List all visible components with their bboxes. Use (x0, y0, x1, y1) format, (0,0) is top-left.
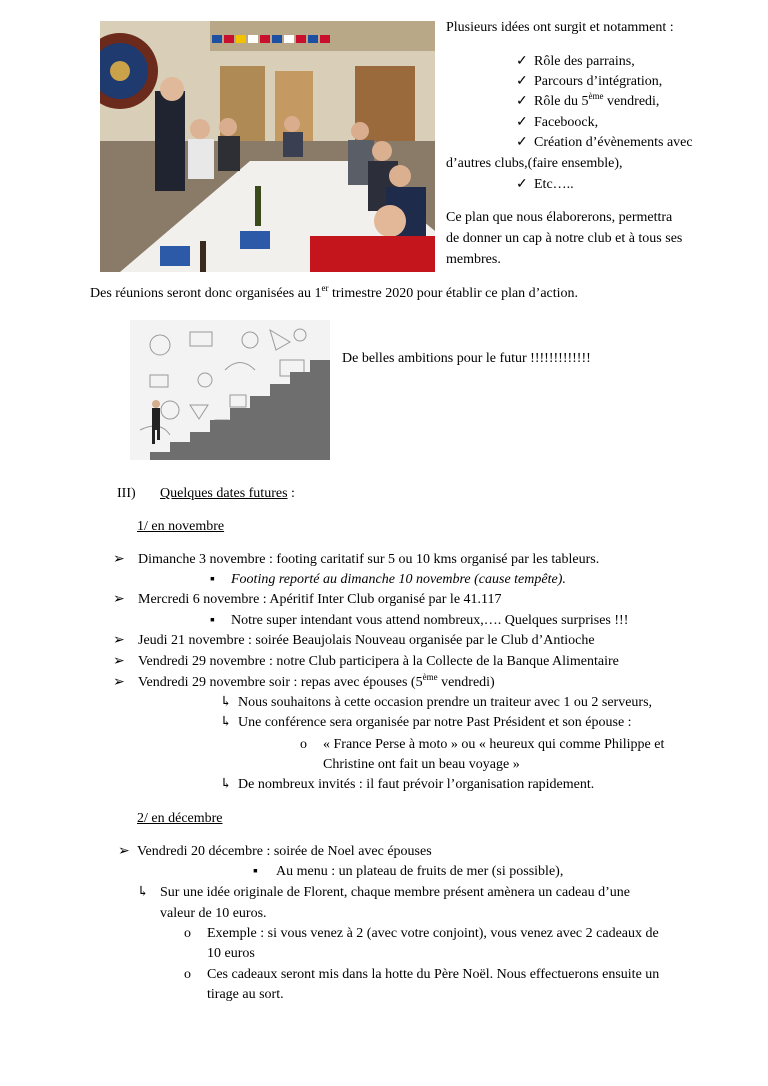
arrow-bullet-icon: ➢ (118, 844, 130, 859)
idea-item: ✓ Rôle du 5ème vendredi, (516, 91, 660, 109)
ideas-heading: Plusieurs idées ont surgit et notamment : (446, 20, 674, 35)
event-subitem: ↳ De nombreux invités : il faut prévoir l’organisation rapidement. (220, 777, 595, 792)
event-subsubitem-continued: tirage au sort. (207, 987, 284, 1002)
square-bullet-icon: ▪ (210, 613, 215, 628)
event-item: ➢ Vendredi 29 novembre : notre Club participera à la Collecte de la Banque Alimentaire (113, 654, 619, 669)
check-icon: ✓ (516, 54, 528, 69)
stairs-illustration (130, 320, 330, 460)
check-icon: ✓ (516, 177, 528, 192)
event-subsubitem-continued: 10 euros (207, 946, 255, 961)
event-subitem: ↳ Une conférence sera organisée par notre Past Président et son épouse : (220, 715, 632, 730)
event-subsubitem: o Exemple : si vous venez à 2 (avec votre conjoint), vous venez avec 2 cadeaux de (184, 926, 659, 941)
event-item: ➢ Jeudi 21 novembre : soirée Beaujolais Nouveau organisée par le Club d’Antioche (113, 633, 595, 648)
idea-item: ✓ Création d’évènements avec (516, 135, 693, 150)
plan-text-line: membres. (446, 252, 501, 267)
square-bullet-icon: ▪ (253, 864, 258, 879)
event-subitem: ▪ Notre super intendant vous attend nombreux,…. Quelques surprises !!! (210, 613, 629, 628)
event-item: ➢ Dimanche 3 novembre : footing caritatif sur 5 ou 10 kms organisé par les tableurs. (113, 552, 600, 567)
hook-arrow-icon: ↳ (220, 695, 232, 710)
event-subitem: ▪ Au menu : un plateau de fruits de mer (si possible), (253, 864, 564, 879)
event-subitem: ▪ Footing reporté au dimanche 10 novembre (cause tempête). (210, 572, 566, 587)
idea-item: ✓ Etc….. (516, 177, 574, 192)
event-item: ➢ Vendredi 29 novembre soir : repas avec épouses (5ème vendredi) (113, 672, 495, 690)
event-subitem: ↳ Sur une idée originale de Florent, chaque membre présent amènera un cadeau d’une (137, 885, 630, 900)
check-icon: ✓ (516, 94, 528, 109)
hook-arrow-icon: ↳ (137, 885, 149, 900)
december-heading: 2/ en décembre (137, 811, 223, 826)
check-icon: ✓ (516, 74, 528, 89)
section-number: III) (117, 486, 136, 501)
club-dinner-photo (100, 21, 435, 272)
circle-bullet-icon: o (184, 967, 191, 982)
hook-arrow-icon: ↳ (220, 777, 232, 792)
event-item: ➢ Vendredi 20 décembre : soirée de Noel avec épouses (118, 844, 432, 859)
circle-bullet-icon: o (300, 737, 307, 752)
square-bullet-icon: ▪ (210, 572, 215, 587)
event-subsubitem: o Ces cadeaux seront mis dans la hotte du Père Noël. Nous effectuerons ensuite un (184, 967, 660, 982)
idea-item: ✓ Faceboock, (516, 115, 599, 130)
section-title: Quelques dates futures : (160, 486, 295, 501)
idea-item: ✓ Parcours d’intégration, (516, 74, 663, 89)
meetings-paragraph: Des réunions seront donc organisées au 1er trimestre 2020 pour établir ce plan d’action. (90, 283, 579, 301)
ambition-stairs-image (130, 320, 330, 460)
arrow-bullet-icon: ➢ (113, 675, 125, 690)
event-subitem: ↳ Nous souhaitons à cette occasion prendre un traiteur avec 1 ou 2 serveurs, (220, 695, 653, 710)
check-icon: ✓ (516, 135, 528, 150)
club-dinner-illustration (100, 21, 435, 272)
idea-item-continued: d’autres clubs,(faire ensemble), (446, 156, 623, 171)
circle-bullet-icon: o (184, 926, 191, 941)
event-subitem-continued: valeur de 10 euros. (160, 906, 267, 921)
arrow-bullet-icon: ➢ (113, 633, 125, 648)
plan-text-line: de donner un cap à notre club et à tous ses (446, 231, 683, 246)
plan-text-line: Ce plan que nous élaborerons, permettra (446, 210, 673, 225)
arrow-bullet-icon: ➢ (113, 552, 125, 567)
ambitions-caption: De belles ambitions pour le futur !!!!!!!!!!!!! (342, 351, 591, 366)
idea-item: ✓ Rôle des parrains, (516, 54, 635, 69)
event-subsubitem: o « France Perse à moto » ou « heureux qui comme Philippe et (300, 737, 665, 752)
event-item: ➢ Mercredi 6 novembre : Apéritif Inter Club organisé par le 41.117 (113, 592, 502, 607)
arrow-bullet-icon: ➢ (113, 654, 125, 669)
hook-arrow-icon: ↳ (220, 715, 232, 730)
event-subsubitem-continued: Christine ont fait un beau voyage » (323, 757, 520, 772)
check-icon: ✓ (516, 115, 528, 130)
arrow-bullet-icon: ➢ (113, 592, 125, 607)
november-heading: 1/ en novembre (137, 519, 225, 534)
